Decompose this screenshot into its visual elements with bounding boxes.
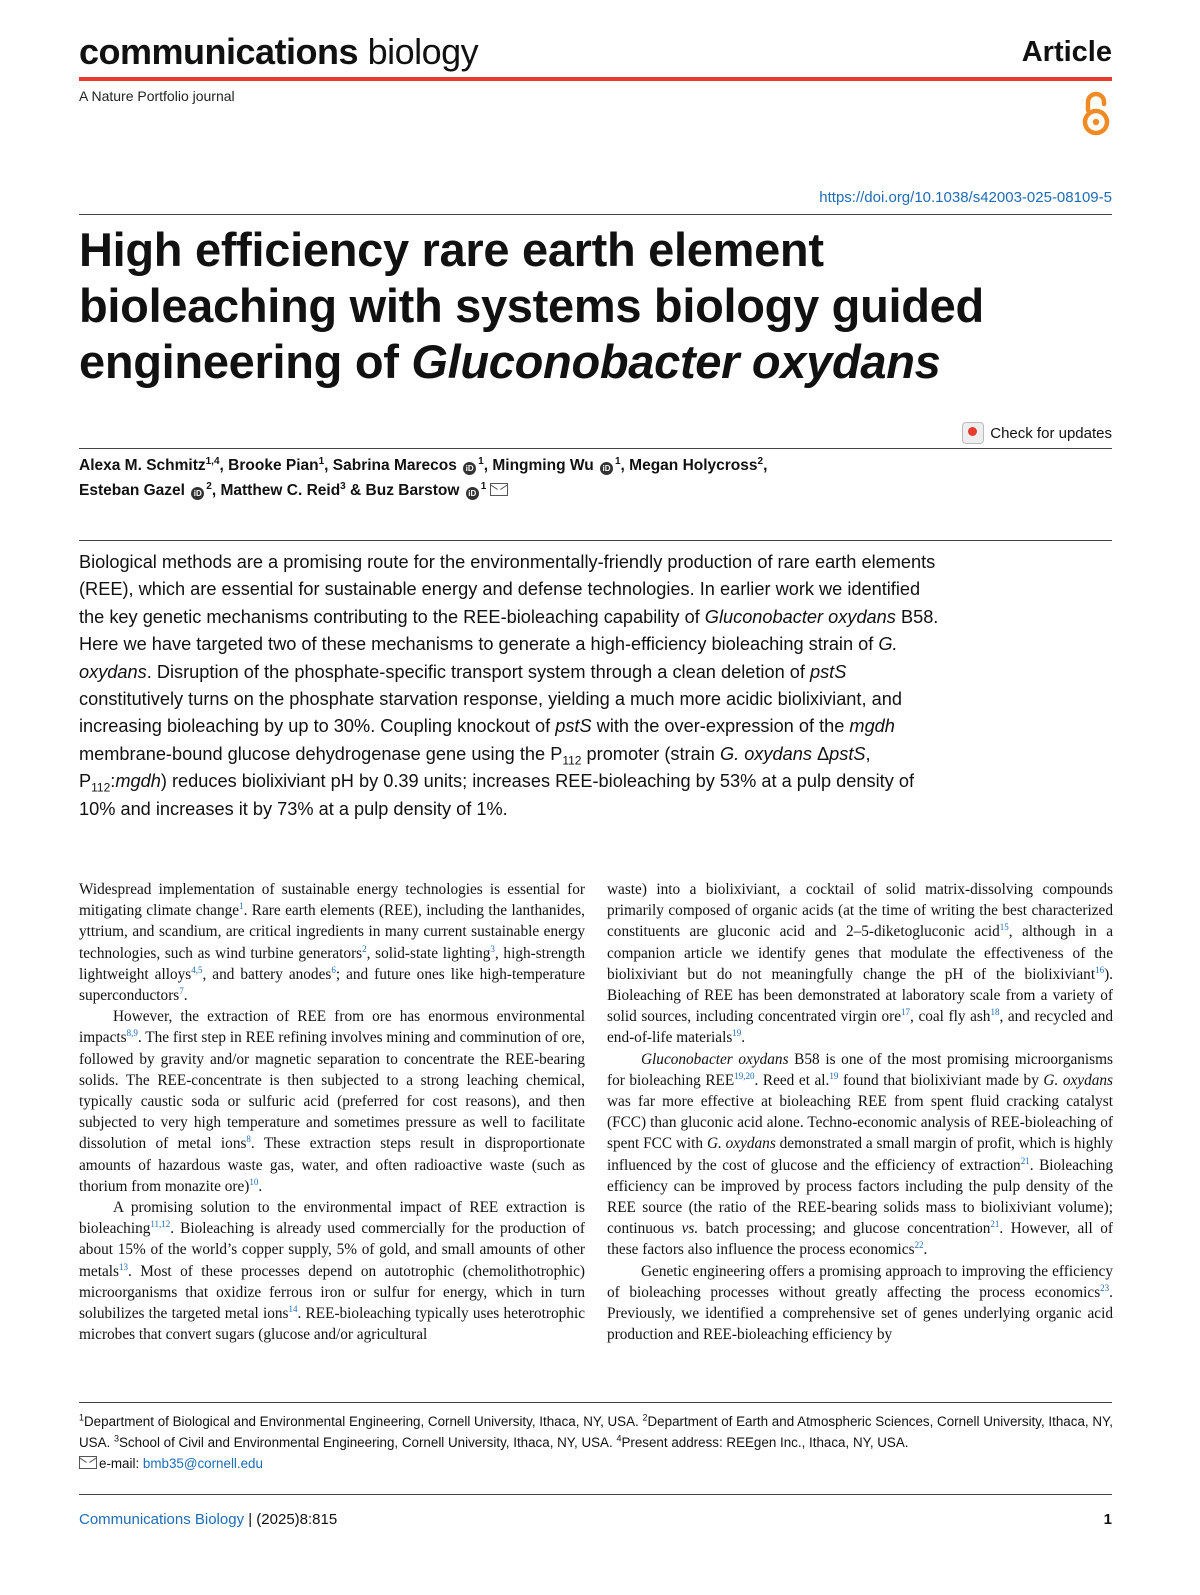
citation-link[interactable]: 19	[829, 1070, 839, 1081]
author[interactable]: Buz Barstow $iD^1$	[365, 480, 487, 499]
text-run: , and battery anodes	[202, 965, 332, 983]
text-run: . Previously, we identified a comprehensive set of genes underlying organic acid production and REE-bioleaching efficiency by	[607, 1283, 1113, 1344]
author[interactable]: Sabrina Marecos $iD^1$	[332, 455, 484, 474]
text-run: Widespread implementation of sustainable energy technologies is essential for mitigating climate change	[79, 881, 585, 920]
text-run: . Reed et al.	[754, 1071, 830, 1089]
text-run: , high-strength lightweight alloys	[79, 944, 585, 983]
article-type: Article	[1021, 36, 1112, 68]
author[interactable]: Megan Holycross$^2$	[629, 455, 764, 474]
divider	[79, 214, 1112, 215]
email-label: e-mail:	[99, 1456, 143, 1471]
text-run: Genetic engineering offers a promising approach to improving the efficiency of bioleaching processes without greatly affecting the process economics	[607, 1262, 1113, 1301]
email-link[interactable]: bmb35@cornell.edu	[142, 1456, 263, 1471]
citation-link[interactable]: 4,5	[191, 964, 203, 975]
orcid-icon[interactable]: iD	[463, 462, 476, 475]
doi-link[interactable]: https://doi.org/10.1038/s42003-025-08109-5	[819, 189, 1112, 206]
text-run: , and recycled and end-of-life materials	[607, 1008, 1113, 1047]
title-line-3-text: engineering of	[79, 335, 412, 388]
title-line-2: bioleaching with systems biology guided	[79, 279, 984, 332]
text-run: ). Bioleaching of REE has been demonstrated at laboratory scale from a variety of solid sources, including concentrated virgin ore	[607, 965, 1113, 1026]
header-red-rule	[79, 77, 1112, 81]
journal-name-bold: communications	[79, 31, 359, 72]
paragraph	[79, 1006, 585, 1197]
text-run: , solid-state lighting	[366, 944, 491, 962]
text-run: ; and future ones like high-temperature superconductors	[79, 965, 585, 1005]
divider	[79, 448, 1112, 449]
italic-term: G. oxydans	[1043, 1071, 1113, 1089]
citation-link[interactable]: 22	[914, 1240, 924, 1251]
text-run: , coal fly ash	[910, 1008, 991, 1026]
text-run: B58 is one of the most promising microorganisms for bioleaching REE	[607, 1050, 1113, 1089]
paragraph	[79, 879, 585, 1006]
journal-name-light: biology	[367, 31, 479, 72]
text-run: batch processing; and glucose concentration	[698, 1220, 991, 1238]
paragraph	[607, 1261, 1113, 1346]
text-run: . Bioleaching is already used commercially for the production of about 15% of the world’s copper supply, 5% of gold, and small amounts of other metals	[79, 1220, 585, 1280]
citation-link[interactable]: 18	[990, 1007, 1000, 1018]
body-column-left	[79, 879, 585, 1345]
mail-envelope-icon[interactable]	[490, 483, 508, 496]
mail-envelope-icon	[79, 1456, 97, 1469]
citation-link[interactable]: 7	[179, 985, 184, 996]
text-run: .	[741, 1029, 746, 1047]
author[interactable]: Esteban Gazel $iD^2$	[79, 480, 212, 499]
author[interactable]: Brooke Pian$^1$	[228, 455, 325, 474]
body-column-right	[607, 879, 1113, 1345]
citation-link[interactable]: 3	[490, 943, 495, 954]
author-list: Alexa M. Schmitz$^{1,4}$, Brooke Pian$^1$, Sabrina Marecos $iD^1$, Mingming Wu $iD^1$, Megan Holycross$^2$, Esteban Gazel $iD^2$, Matthew C. Reid$^3$ & Buz Barstow $iD^1$	[79, 455, 768, 499]
check-for-updates-label: Check for updates	[990, 424, 1112, 442]
check-for-updates-icon	[962, 422, 984, 444]
divider	[79, 1402, 1112, 1403]
italic-term: vs.	[681, 1220, 699, 1238]
journal-name	[79, 30, 478, 74]
text-run: . These extraction steps result in disproportionate amounts of hazardous waste gas, water, and often radioactive waste (such as thorium from monazite ore)	[79, 1135, 585, 1195]
paragraph	[607, 879, 1113, 1049]
check-for-updates[interactable]	[962, 422, 1112, 444]
citation-link[interactable]: 21	[1020, 1155, 1030, 1166]
text-run: . REE-bioleaching typically uses heterotrophic microbes that convert sugars (glucose and/or agricultural	[79, 1305, 586, 1344]
text-run: .	[923, 1241, 928, 1259]
footer-citation	[79, 1511, 337, 1528]
citation-link[interactable]: 16	[1095, 964, 1105, 975]
citation-link[interactable]: 21	[990, 1219, 1000, 1230]
orcid-icon[interactable]: iD	[600, 462, 613, 475]
page-number: 1	[1103, 1511, 1112, 1528]
text-run: demonstrated a small margin of profit, which is highly influenced by the cost of glucose and the efficiency of extraction	[607, 1135, 1113, 1174]
text-run: . Rare earth elements (REE), including the lanthanides, yttrium, and scandium, are critical ingredients in many current sustainable energy technologies, such as wind turbine generators	[79, 902, 585, 962]
citation-link[interactable]: 13	[118, 1261, 128, 1272]
citation-link[interactable]: 23	[1100, 1282, 1110, 1293]
citation-link[interactable]: 8	[246, 1134, 251, 1145]
text-run: , although in a companion article we identify genes that modulate the effectiveness of the biolixiviant but do not meaningfully change the pH of the biolixiviant	[607, 923, 1113, 983]
text-run: . However, all of these factors also influence the process economics	[607, 1220, 1113, 1259]
citation-link[interactable]: 14	[288, 1303, 298, 1314]
paragraph	[607, 1049, 1113, 1261]
text-run: .	[183, 987, 188, 1005]
title-line-3	[79, 334, 1119, 390]
text-run: .	[258, 1177, 263, 1195]
footer-journal-link[interactable]: Communications Biology	[79, 1511, 245, 1528]
citation-link[interactable]: 1	[239, 901, 244, 912]
title-species: Gluconobacter oxydans	[411, 335, 941, 388]
citation-link[interactable]: 19,20	[734, 1070, 755, 1081]
divider	[79, 540, 1112, 541]
citation-link[interactable]: 8,9	[126, 1028, 138, 1039]
text-run: . The first step in REE refining involves mining and comminution of ore, followed by gravity and/or magnetic separation to concentrate the REE-bearing solids. The REE-concentrate is then subjected to a strong leaching chemical, typically caustic soda or sulfuric acid (preferred for cost reasons), and then subjected to very high temperature and sometimes pressure as well to facilitate dissolution of metal ions	[79, 1029, 585, 1153]
author[interactable]: Matthew C. Reid$^3$	[220, 480, 346, 499]
orcid-icon[interactable]: iD	[191, 487, 204, 500]
footer-volume: | (2025)8:815	[244, 1511, 338, 1528]
citation-link[interactable]: 11,12	[150, 1219, 171, 1230]
text-run: . Bioleaching efficiency can be improved by process factors including the pulp density of the REE source (the ratio of the REE-bearing solids mass to biolixiviant volume); continuous	[607, 1156, 1113, 1238]
italic-term: G. oxydans	[706, 1135, 776, 1153]
citation-link[interactable]: 15	[999, 922, 1009, 933]
citation-link[interactable]: 17	[901, 1007, 911, 1018]
italic-term: Gluconobacter oxydans	[641, 1050, 789, 1068]
author[interactable]: Alexa M. Schmitz$^{1,4}$	[79, 455, 220, 474]
portfolio-label: A Nature Portfolio journal	[79, 88, 235, 104]
citation-link[interactable]: 10	[249, 1176, 259, 1187]
affiliations: $^1$Department of Biological and Environmental Engineering, Cornell University, Ithaca, NY, USA. $^2$Department of Earth and Atmospheric Sciences, Cornell University, Ithaca, NY, USA. $^3$School of Civil and Environmental Engineering, Cornell University, Ithaca, NY, USA. $^4$Present address: REEgen Inc., Ithaca, NY, USA. e-mail: bmb35@cornell.edu	[79, 1412, 1113, 1471]
orcid-icon[interactable]: iD	[466, 487, 479, 500]
open-access-lock-icon	[1080, 90, 1112, 138]
abstract: Biological methods are a promising route for the environmentally-friendly production of rare earth elements (REE), which are essential for sustainable energy and defense technologies. In earlier work we identified the key genetic mechanisms contributing to the REE-bioleaching capability of Gluconobacter oxydans B58. Here we have targeted two of these mechanisms to generate a high-efficiency bioleaching strain of G. oxydans. Disruption of the phosphate-specific transport system through a clean deletion of pstS constitutively turns on the phosphate starvation response, yielding a much more acidic biolixiviant, and increasing bioleaching by up to 30%. Coupling knockout of pstS with the over-expression of the mgdh membrane-bound glucose dehydrogenase gene using the $P_{112}$ promoter (strain G. oxydans ΔpstS, $P_{112}:mgdh$) reduces biolixiviant pH by 0.39 units; increases REE-bioleaching by 53% at a pulp density of 10% and increases it by 73% at a pulp density of 1%.	[79, 552, 939, 819]
title-line-1: High efficiency rare earth element	[79, 223, 824, 276]
paragraph	[79, 1197, 585, 1345]
divider	[79, 1494, 1112, 1495]
author[interactable]: Mingming Wu $iD^1$	[492, 455, 621, 474]
text-run: However, the extraction of REE from ore has enormous environmental impacts	[79, 1008, 585, 1047]
text-run: . Most of these processes depend on autotrophic (chemolithotrophic) microorganisms that oxidize ferrous iron or sulfur for energy, which in turn solubilizes the targeted metal ions	[79, 1262, 585, 1323]
text-run: waste) into a biolixiviant, a cocktail of solid matrix-dissolving compounds primarily composed of organic acids (at the time of writing the best characterized constituents are gluconic acid and 2–5-diketogluconic acid	[607, 881, 1113, 941]
text-run: found that biolixiviant made by	[838, 1071, 1044, 1089]
text-run: was far more effective at bioleaching REE from spent fluid cracking catalyst (FCC) than gluconic acid alone. Techno-economic analysis of REE-bioleaching of spent FCC with	[607, 1093, 1113, 1153]
citation-link[interactable]: 19	[732, 1028, 742, 1039]
article-title	[79, 222, 1119, 390]
citation-link[interactable]: 6	[331, 964, 336, 975]
citation-link[interactable]: 2	[362, 943, 367, 954]
text-run: A promising solution to the environmental impact of REE extraction is bioleaching	[79, 1199, 585, 1238]
